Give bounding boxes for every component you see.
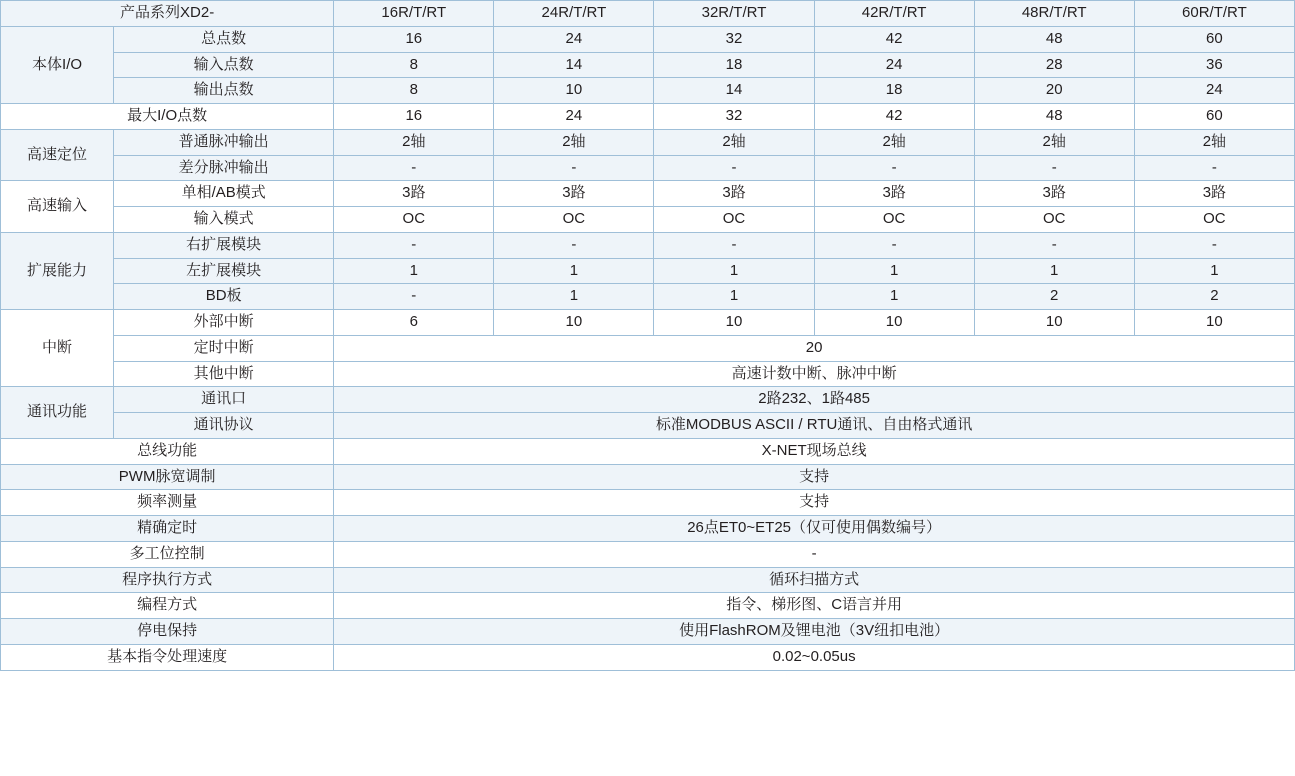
row-group-label: 本体I/O: [1, 26, 114, 103]
row-group-label: PWM脉宽调制: [1, 464, 334, 490]
cell-merged-value: 循环扫描方式: [334, 567, 1295, 593]
table-row: [1, 129, 1295, 155]
cell-value: 10: [974, 310, 1134, 336]
cell-value: 3路: [494, 181, 654, 207]
cell-value: -: [974, 232, 1134, 258]
table-row: [1, 310, 1295, 336]
cell-value: -: [334, 284, 494, 310]
cell-value: 10: [1134, 310, 1294, 336]
cell-merged-value: 26点ET0~ET25（仅可使用偶数编号）: [334, 516, 1295, 542]
cell-value: 3路: [334, 181, 494, 207]
cell-value: 36: [1134, 52, 1294, 78]
row-sub-label: 外部中断: [114, 310, 334, 336]
cell-value: 16: [334, 104, 494, 130]
cell-value: 3路: [974, 181, 1134, 207]
cell-merged-value: 指令、梯形图、C语言并用: [334, 593, 1295, 619]
cell-merged-value: 支持: [334, 464, 1295, 490]
table-row: [1, 232, 1295, 258]
row-sub-label: 总点数: [114, 26, 334, 52]
row-group-label: 高速定位: [1, 129, 114, 181]
table-row: [1, 464, 1295, 490]
table-row: [1, 104, 1295, 130]
row-group-label: 扩展能力: [1, 232, 114, 309]
cell-value: 2轴: [654, 129, 814, 155]
cell-value: 1: [654, 258, 814, 284]
row-group-label: 精确定时: [1, 516, 334, 542]
row-group-label: 总线功能: [1, 438, 334, 464]
table-row: [1, 258, 1295, 284]
cell-value: 14: [494, 52, 654, 78]
cell-value: 24: [494, 104, 654, 130]
cell-value: 16: [334, 26, 494, 52]
cell-value: 2轴: [974, 129, 1134, 155]
cell-merged-value: 2路232、1路485: [334, 387, 1295, 413]
cell-value: -: [654, 155, 814, 181]
cell-value: 2轴: [814, 129, 974, 155]
table-row: [1, 207, 1295, 233]
cell-value: OC: [654, 207, 814, 233]
cell-merged-value: X-NET现场总线: [334, 438, 1295, 464]
cell-merged-value: 支持: [334, 490, 1295, 516]
cell-value: 48: [974, 26, 1134, 52]
cell-value: 2轴: [494, 129, 654, 155]
table-row: [1, 361, 1295, 387]
cell-value: OC: [974, 207, 1134, 233]
cell-value: 42: [814, 104, 974, 130]
row-sub-label: 左扩展模块: [114, 258, 334, 284]
cell-value: 10: [814, 310, 974, 336]
cell-value: -: [334, 232, 494, 258]
header-model-4: 42R/T/RT: [814, 1, 974, 27]
cell-value: 8: [334, 78, 494, 104]
table-row: [1, 387, 1295, 413]
row-group-label: 最大I/O点数: [1, 104, 334, 130]
row-sub-label: 差分脉冲输出: [114, 155, 334, 181]
table-header-row: [1, 1, 1295, 27]
row-sub-label: 通讯口: [114, 387, 334, 413]
cell-value: 1: [494, 258, 654, 284]
cell-merged-value: 0.02~0.05us: [334, 644, 1295, 670]
row-group-label: 多工位控制: [1, 541, 334, 567]
table-row: [1, 155, 1295, 181]
cell-value: -: [494, 232, 654, 258]
row-group-label: 频率测量: [1, 490, 334, 516]
cell-value: 2轴: [1134, 129, 1294, 155]
table-row: [1, 284, 1295, 310]
table-row: [1, 438, 1295, 464]
cell-value: 18: [814, 78, 974, 104]
cell-value: 1: [494, 284, 654, 310]
cell-value: 32: [654, 104, 814, 130]
row-sub-label: 通讯协议: [114, 413, 334, 439]
row-sub-label: 其他中断: [114, 361, 334, 387]
row-group-label: 停电保持: [1, 619, 334, 645]
table-row: [1, 567, 1295, 593]
cell-value: 2: [974, 284, 1134, 310]
table-row: [1, 335, 1295, 361]
table-row: [1, 181, 1295, 207]
cell-value: 8: [334, 52, 494, 78]
cell-value: -: [814, 155, 974, 181]
cell-value: -: [494, 155, 654, 181]
row-sub-label: BD板: [114, 284, 334, 310]
cell-value: 60: [1134, 26, 1294, 52]
cell-value: 2: [1134, 284, 1294, 310]
cell-value: 24: [814, 52, 974, 78]
header-model-5: 48R/T/RT: [974, 1, 1134, 27]
row-group-label: 编程方式: [1, 593, 334, 619]
table-row: [1, 593, 1295, 619]
cell-value: 1: [334, 258, 494, 284]
cell-value: 32: [654, 26, 814, 52]
spec-table-body: [1, 1, 1295, 671]
cell-value: 1: [974, 258, 1134, 284]
cell-value: -: [654, 232, 814, 258]
header-model-3: 32R/T/RT: [654, 1, 814, 27]
row-group-label: 基本指令处理速度: [1, 644, 334, 670]
cell-value: 6: [334, 310, 494, 336]
table-row: [1, 26, 1295, 52]
cell-value: 14: [654, 78, 814, 104]
row-sub-label: 普通脉冲输出: [114, 129, 334, 155]
row-group-label: 高速输入: [1, 181, 114, 233]
table-row: [1, 516, 1295, 542]
cell-value: 42: [814, 26, 974, 52]
cell-value: -: [1134, 232, 1294, 258]
row-sub-label: 单相/AB模式: [114, 181, 334, 207]
row-group-label: 程序执行方式: [1, 567, 334, 593]
table-row: [1, 52, 1295, 78]
row-sub-label: 右扩展模块: [114, 232, 334, 258]
cell-value: 2轴: [334, 129, 494, 155]
cell-value: 1: [654, 284, 814, 310]
cell-value: 20: [974, 78, 1134, 104]
cell-merged-value: 使用FlashROM及锂电池（3V纽扣电池）: [334, 619, 1295, 645]
cell-value: OC: [334, 207, 494, 233]
cell-merged-value: 标准MODBUS ASCII / RTU通讯、自由格式通讯: [334, 413, 1295, 439]
cell-merged-value: -: [334, 541, 1295, 567]
header-model-1: 16R/T/RT: [334, 1, 494, 27]
table-row: [1, 644, 1295, 670]
cell-value: 1: [814, 284, 974, 310]
row-group-label: 通讯功能: [1, 387, 114, 439]
table-row: [1, 78, 1295, 104]
cell-value: 24: [1134, 78, 1294, 104]
cell-value: OC: [494, 207, 654, 233]
cell-value: -: [814, 232, 974, 258]
table-row: [1, 490, 1295, 516]
table-row: [1, 541, 1295, 567]
cell-value: 3路: [814, 181, 974, 207]
cell-value: 10: [494, 310, 654, 336]
cell-value: 60: [1134, 104, 1294, 130]
cell-value: 28: [974, 52, 1134, 78]
cell-value: 10: [654, 310, 814, 336]
table-row: [1, 619, 1295, 645]
cell-value: OC: [1134, 207, 1294, 233]
row-group-label: 中断: [1, 310, 114, 387]
header-model-2: 24R/T/RT: [494, 1, 654, 27]
cell-merged-value: 20: [334, 335, 1295, 361]
header-model-6: 60R/T/RT: [1134, 1, 1294, 27]
row-sub-label: 定时中断: [114, 335, 334, 361]
cell-value: -: [974, 155, 1134, 181]
row-sub-label: 输入模式: [114, 207, 334, 233]
cell-value: -: [334, 155, 494, 181]
row-sub-label: 输出点数: [114, 78, 334, 104]
cell-merged-value: 高速计数中断、脉冲中断: [334, 361, 1295, 387]
cell-value: OC: [814, 207, 974, 233]
cell-value: 48: [974, 104, 1134, 130]
cell-value: 3路: [654, 181, 814, 207]
row-sub-label: 输入点数: [114, 52, 334, 78]
cell-value: 3路: [1134, 181, 1294, 207]
cell-value: 1: [814, 258, 974, 284]
cell-value: 1: [1134, 258, 1294, 284]
cell-value: -: [1134, 155, 1294, 181]
cell-value: 24: [494, 26, 654, 52]
cell-value: 10: [494, 78, 654, 104]
table-row: [1, 413, 1295, 439]
header-series-label: 产品系列XD2-: [1, 1, 334, 27]
cell-value: 18: [654, 52, 814, 78]
